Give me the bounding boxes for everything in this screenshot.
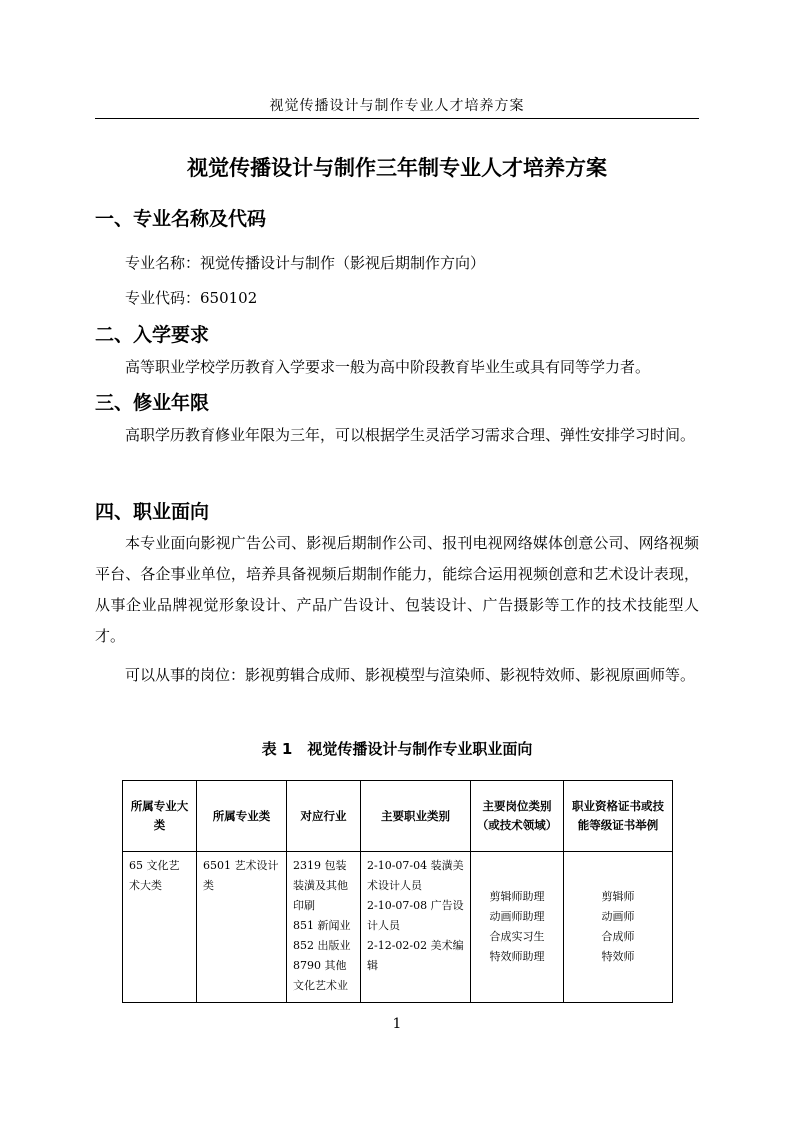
cell-positions (471, 852, 564, 1003)
industry-item: 851 新闻业 (293, 919, 351, 932)
header-position: 主要岗位类别（或技术领域） (471, 781, 564, 852)
cell-major-class: 6501 艺术设计类 (197, 852, 287, 1003)
table-row (123, 852, 673, 1003)
industry-item: 852 出版业 (293, 939, 351, 952)
certificate-item: 剪辑师 (601, 890, 635, 903)
header-major-class: 所属专业类 (197, 781, 287, 852)
major-name-line: 专业名称：视觉传播设计与制作（影视后期制作方向） (125, 254, 486, 272)
cell-industries (287, 852, 361, 1003)
header-certificate: 职业资格证书或技能等级证书举例 (564, 781, 673, 852)
header-occupation: 主要职业类别 (361, 781, 471, 852)
header-rule (95, 118, 699, 119)
section-heading-2: 二、入学要求 (95, 324, 210, 346)
cell-major-category: 65 文化艺术大类 (123, 852, 197, 1003)
certificate-item: 特效师 (601, 950, 635, 963)
admission-paragraph: 高等职业学校学历教育入学要求一般为高中阶段教育毕业生或具有同等学力者。 (125, 358, 651, 376)
certificate-item: 合成师 (601, 930, 635, 943)
occupation-item: 2-10-07-08 广告设计人员 (367, 899, 464, 932)
major-code-line: 专业代码：650102 (125, 289, 258, 307)
career-paragraph: 本专业面向影视广告公司、影视后期制作公司、报刊电视网络媒体创意公司、网络视频平台、各企事业单位，培养具备视频后期制作能力，能综合运用视频创意和艺术设计表现，从事企业品牌视觉形象设计、产品广告设计、包装设计、广告摄影等工作的技术技能型人才。 (95, 534, 699, 645)
header-major-category: 所属专业大类 (123, 781, 197, 852)
cell-certificates (564, 852, 673, 1003)
section-heading-1: 一、专业名称及代码 (95, 208, 267, 230)
header-industry: 对应行业 (287, 781, 361, 852)
section-heading-3: 三、修业年限 (95, 392, 210, 414)
industry-item: 2319 包装装潢及其他印刷 (293, 859, 348, 912)
position-item: 动画师助理 (489, 910, 545, 923)
running-header: 视觉传播设计与制作专业人才培养方案 (269, 98, 525, 114)
position-item: 特效师助理 (489, 950, 545, 963)
position-item: 剪辑师助理 (489, 890, 545, 903)
occupation-item: 2-10-07-04 装潢美术设计人员 (367, 859, 464, 892)
cell-occupations (361, 852, 471, 1003)
occupation-item: 2-12-02-02 美术编辑 (367, 939, 464, 972)
industry-item: 8790 其他文化艺术业 (293, 959, 348, 992)
career-orientation-table (122, 780, 673, 1003)
positions-paragraph: 可以从事的岗位：影视剪辑合成师、影视模型与渲染师、影视特效师、影视原画师等。 (125, 666, 696, 684)
table-caption: 表 1 视觉传播设计与制作专业职业面向 (261, 740, 533, 758)
section-heading-4: 四、职业面向 (95, 501, 210, 523)
certificate-item: 动画师 (601, 910, 635, 923)
position-item: 合成实习生 (489, 930, 545, 943)
page-number: 1 (392, 1016, 402, 1032)
duration-paragraph: 高职学历教育修业年限为三年，可以根据学生灵活学习需求合理、弹性安排学习时间。 (125, 426, 696, 444)
table-header-row (123, 781, 673, 852)
document-title: 视觉传播设计与制作三年制专业人才培养方案 (187, 156, 607, 180)
